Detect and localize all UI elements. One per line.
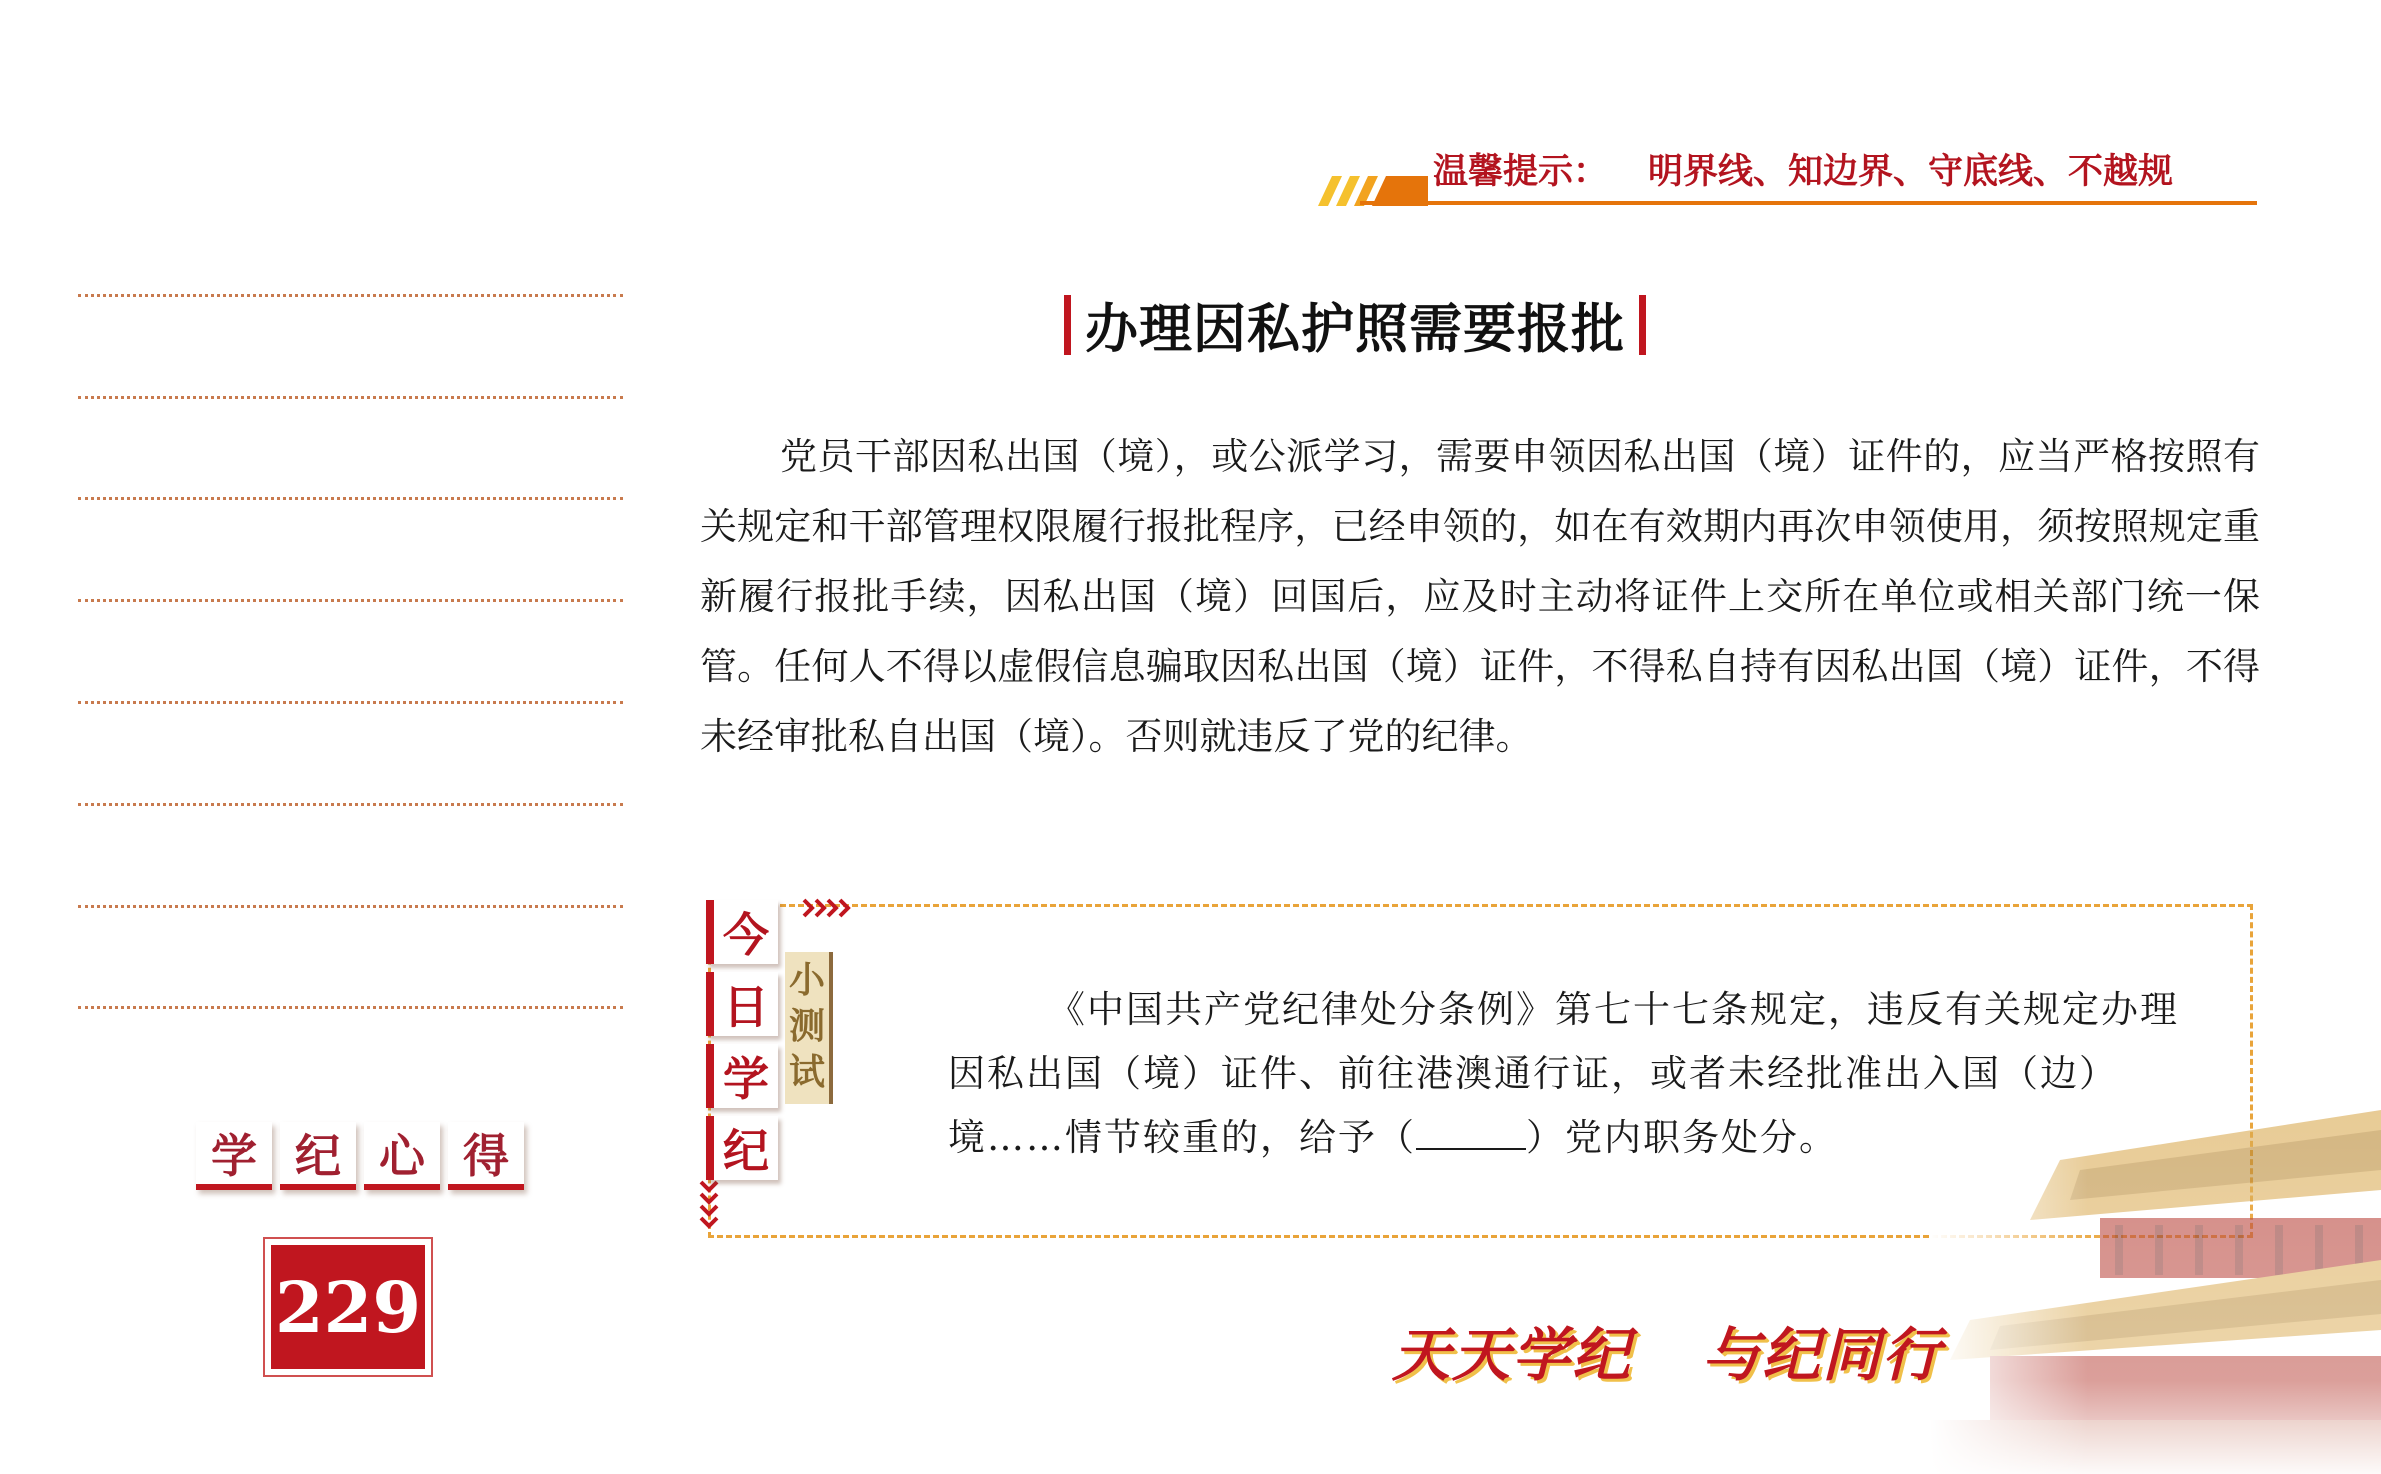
- quiz-text-after: ）党内职务处分。: [1526, 1116, 1838, 1159]
- note-line: [78, 905, 623, 908]
- badge-char: 试: [788, 1052, 825, 1093]
- quiz-text-before: 《中国共产党纪律处分条例》第七十七条规定，违反有关规定办理因私出国（境）证件、前往港澳通行证，或者未经批准出入国（边）境……情节较重的，给予（: [948, 988, 2179, 1159]
- note-line: [78, 1006, 623, 1009]
- note-line: [78, 803, 623, 806]
- quiz-tile: 今: [706, 900, 778, 964]
- slogan-right: 与纪同行: [1702, 1321, 1943, 1389]
- chevrons-down-icon: [697, 1180, 721, 1232]
- note-line: [78, 497, 623, 500]
- quiz-tile: 日: [706, 972, 778, 1036]
- mini-quiz-badge: [785, 952, 833, 1104]
- tip-text: 明界线、知边界、守底线、不越规: [1648, 152, 2174, 192]
- note-line: [78, 701, 623, 704]
- slogan-left: 天天学纪: [1392, 1321, 1633, 1389]
- notes-badge-char: 纪: [280, 1122, 356, 1190]
- badge-char: 测: [788, 1006, 825, 1047]
- page-number-box: [263, 1237, 433, 1377]
- note-line: [78, 294, 623, 297]
- title-bar-left: [1064, 295, 1071, 355]
- note-line: [78, 396, 623, 399]
- answer-blank: [1416, 1118, 1526, 1150]
- article-title: 办理因私护照需要报批: [1085, 299, 1625, 360]
- title-bar-right: [1639, 295, 1646, 355]
- badge-char: 小: [788, 960, 825, 1001]
- chevrons-right-icon: [802, 896, 858, 920]
- quiz-tile: 纪: [706, 1116, 778, 1180]
- article-body: 党员干部因私出国（境），或公派学习，需要申领因私出国（境）证件的，应当严格按照有关规定和干部管理权限履行报批程序，已经申领的，如在有效期内再次申领使用，须按照规定重新履行报批手续，因私出国（境）回国后，应及时主动将证件上交所在单位或相关部门统一保管。任何人不得以虚假信息骗取因私出国（境）证件，不得私自持有因私出国（境）证件，不得未经审批私自出国（境）。否则就违反了党的纪律。: [700, 435, 2260, 758]
- notes-badge-char: 心: [364, 1122, 440, 1190]
- tip-label: 温馨提示：: [1433, 152, 1609, 192]
- notes-badge-char: 学: [196, 1122, 272, 1190]
- header-rule: [1360, 201, 2257, 205]
- note-line: [78, 599, 623, 602]
- page-number: 229: [271, 1245, 425, 1369]
- article-title-block: [1064, 292, 1646, 358]
- footer-slogan: [1392, 1308, 1942, 1392]
- gate-tower-illustration: [1930, 1100, 2381, 1474]
- notes-badge-char: 得: [448, 1122, 524, 1190]
- header-tip: [1433, 148, 2173, 196]
- quiz-tile: 学: [706, 1044, 778, 1108]
